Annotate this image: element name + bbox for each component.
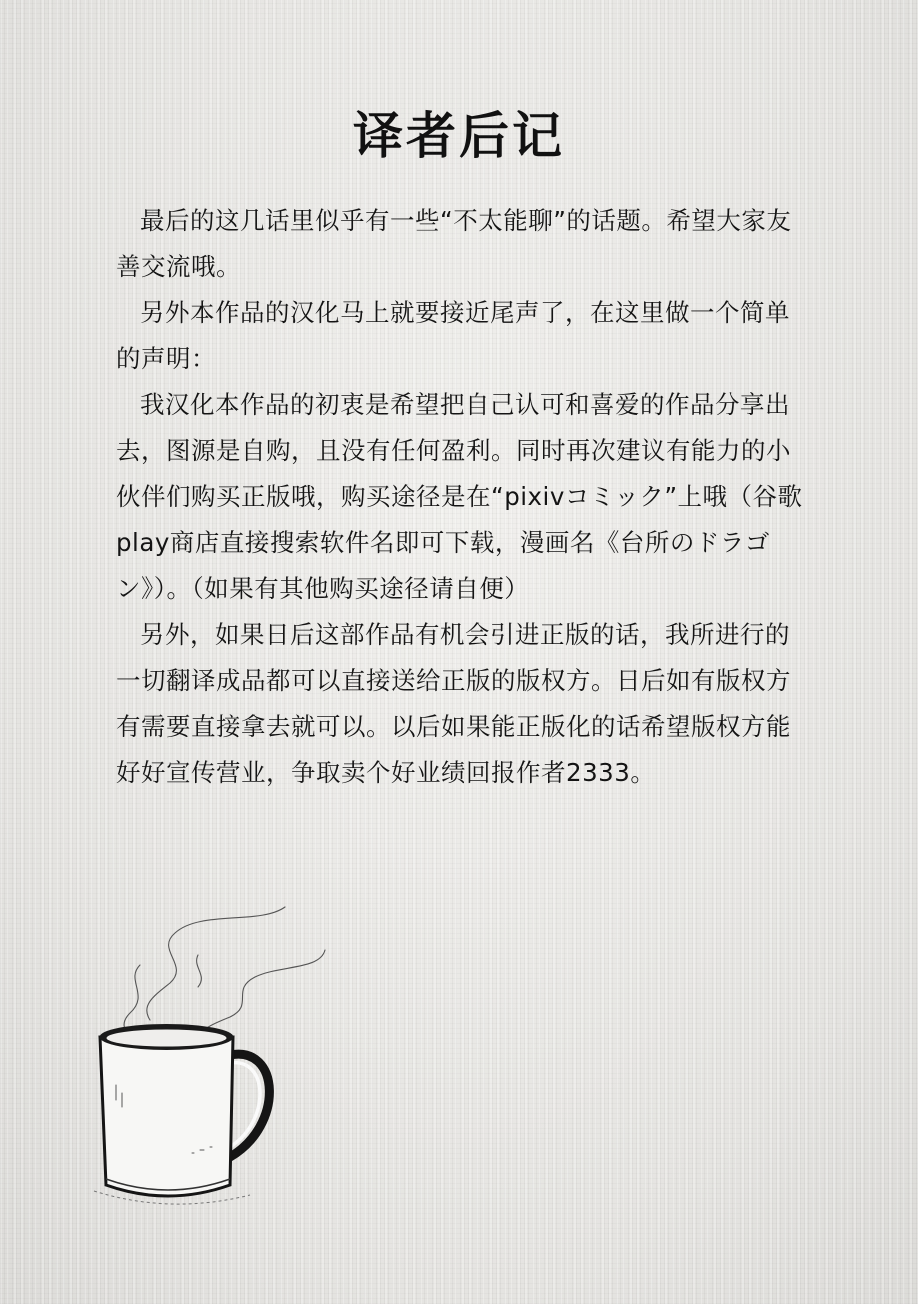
- steam-lines: [124, 907, 325, 1035]
- coffee-mug-icon: [80, 895, 340, 1215]
- page-title: 译者后记: [353, 107, 565, 165]
- paragraph-2: 另外本作品的汉化马上就要接近尾声了，在这里做一个简单的声明：: [116, 298, 790, 373]
- paragraph-4: 另外，如果日后这部作品有机会引进正版的话，我所进行的一切翻译成品都可以直接送给正版的版权方。日后如有版权方有需要直接拿去就可以。以后如果能正版化的话希望版权方能好好宣传营业，争取卖个好业绩回报作者2333。: [116, 620, 791, 787]
- afterword-body: [116, 198, 806, 796]
- paragraph-3: 我汉化本作品的初衷是希望把自己认可和喜爱的作品分享出去，图源是自购，且没有任何盈利。同时再次建议有能力的小伙伴们购买正版哦，购买途径是在“pixivコミック”上哦（谷歌play商店直接搜索软件名即可下载，漫画名《台所のドラゴン》）。（如果有其他购买途径请自便）: [116, 390, 803, 603]
- paragraph-1: 最后的这几话里似乎有一些“不太能聊”的话题。希望大家友善交流哦。: [116, 206, 792, 281]
